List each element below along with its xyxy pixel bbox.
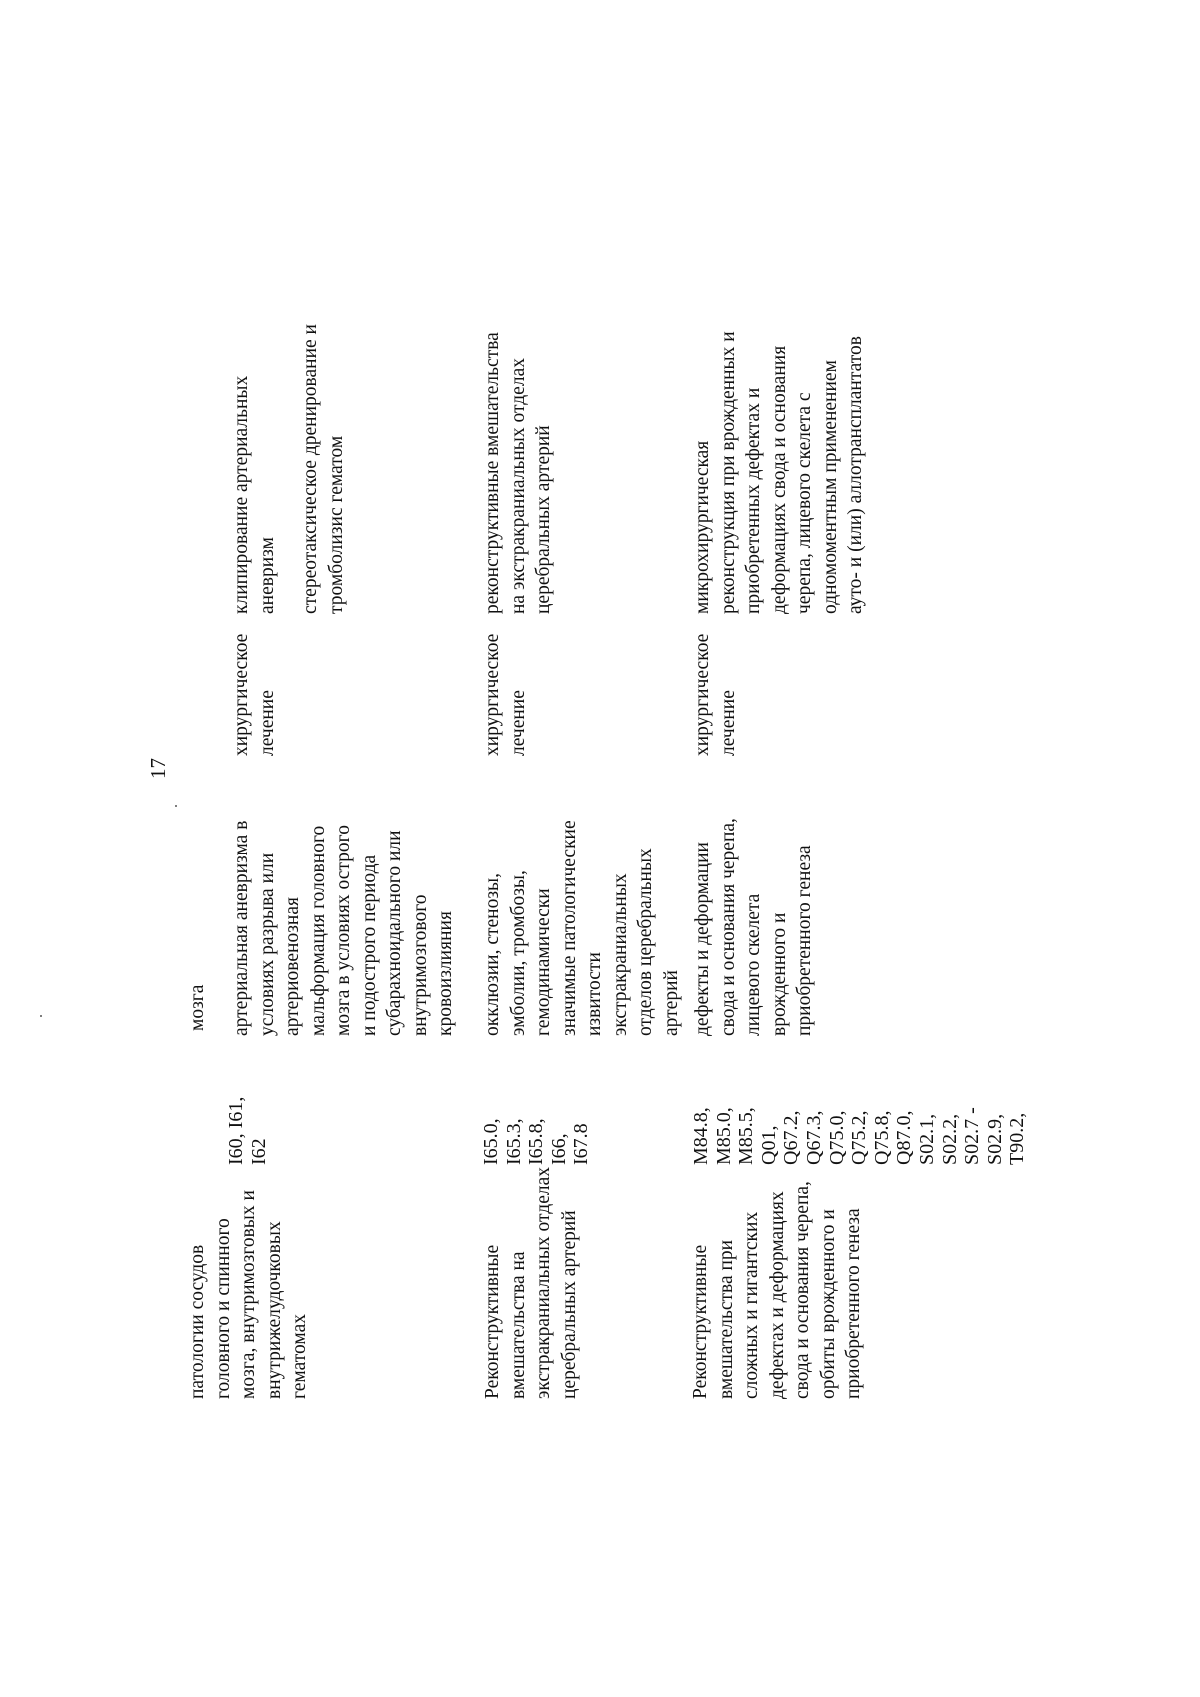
page-number: 17: [146, 758, 170, 779]
treatment-method-cell: микрохирургическая реконструкция при врожденных и приобретенных дефектах и деформациях свода и основания черепа, лицевого скелета с одномоментным применением ауто- и (или) аллотрансплантатов: [692, 331, 866, 614]
treatment-method-cell: реконструктивные вмешательства на экстракраниальных отделах церебральных артерий: [482, 332, 554, 614]
icd-codes-cell: I65.0, I65.3, I65.8, I66, I67.8: [480, 1118, 593, 1165]
group-name-cell: патологии сосудов головного и спинного мозга, внутримозговых и внутрижелудочковых гематомах: [187, 1190, 310, 1399]
scan-speck: [40, 1015, 42, 1017]
disease-model-cell: мозга: [187, 984, 208, 1031]
disease-model-cell: артериальная аневризма в условиях разрыва или артериовенозная мальформация головного мозга в условиях острого и подострого периода субарахноидального или внутримозгового кровоизлияния: [231, 820, 456, 1036]
treatment-type-cell: хирургическое лечение: [692, 633, 739, 756]
treatment-type-cell: хирургическое лечение: [482, 633, 529, 756]
treatment-method-cell: стереотаксическое дренирование и тромболизис гематом: [300, 324, 347, 614]
scan-speck: [175, 805, 177, 807]
disease-model-cell: окклюзии, стенозы, эмболии, тромбозы, гемодинамически значимые патологические извитости экстракраниальных отделов церебральных артерий: [482, 820, 682, 1036]
icd-codes-cell: I60, I61, I62: [225, 1096, 270, 1165]
group-name-cell: Реконструктивные вмешательства на экстракраниальных отделах церебральных артерий: [482, 1166, 580, 1399]
group-name-cell: Реконструктивные вмешательства при сложных и гигантских дефектах и деформациях свода и основания черепа, орбиты врожденного и приобретенного генеза: [690, 1181, 864, 1399]
treatment-type-cell: хирургическое лечение: [231, 633, 278, 756]
disease-model-cell: дефекты и деформации свода и основания черепа, лицевого скелета врожденного и приобретенного генеза: [692, 818, 815, 1036]
icd-codes-cell: M84.8, M85.0, M85.5, Q01, Q67.2, Q67.3, Q75.0, Q75.2, Q75.8, Q87.0, S02.1, S02.2, S02.7 - S02.9, T90.2,: [690, 1107, 1029, 1165]
treatment-method-cell: клипирование артериальных аневризм: [231, 375, 278, 614]
